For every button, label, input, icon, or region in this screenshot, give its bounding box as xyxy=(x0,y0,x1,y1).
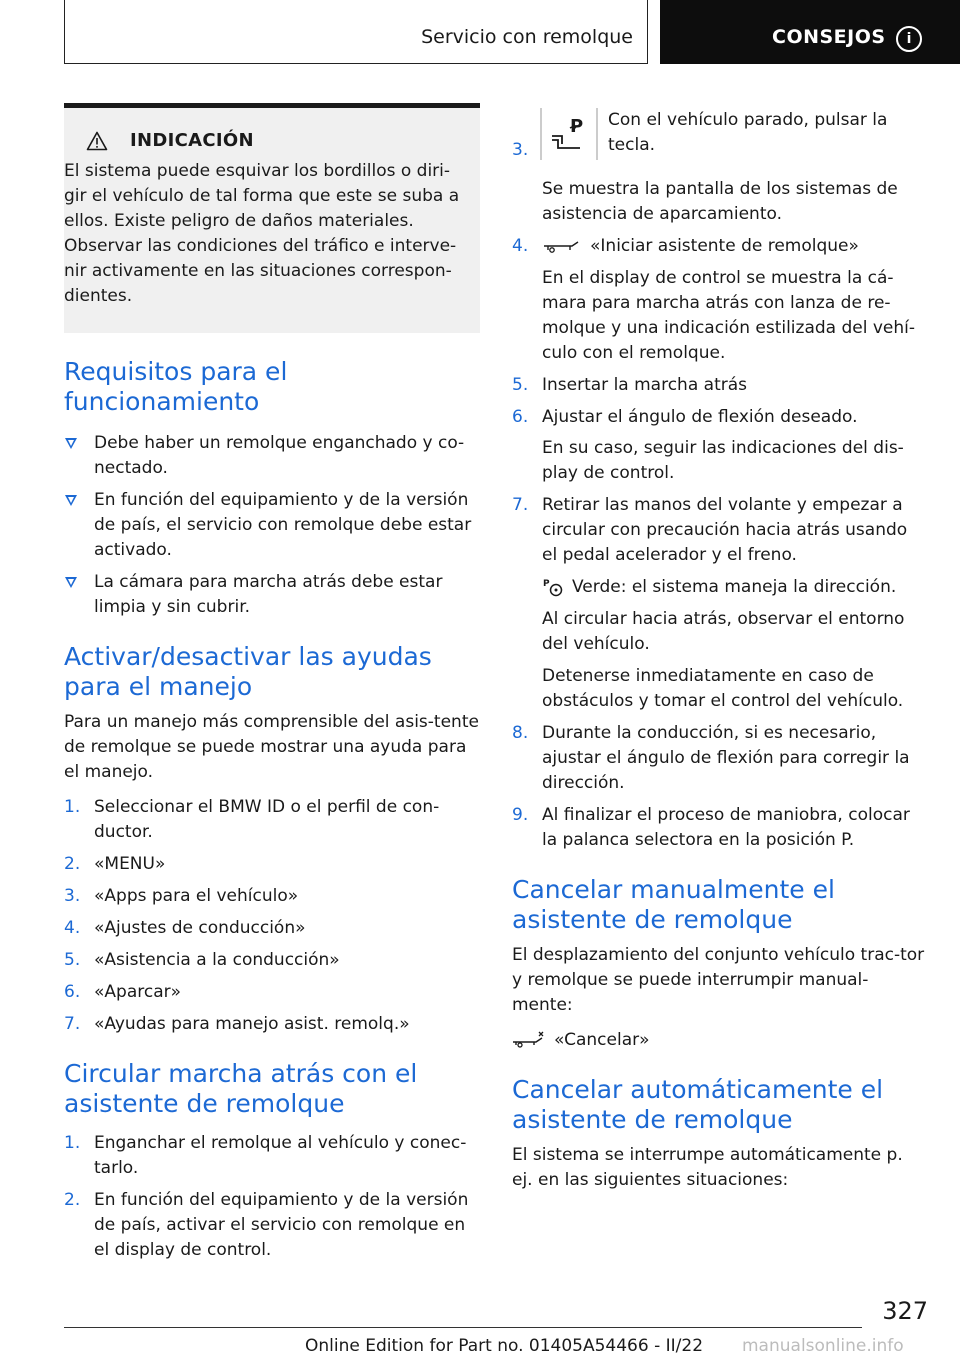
steering-active-icon xyxy=(542,577,564,597)
trailer-assistant-icon xyxy=(542,238,582,254)
list-item: 3. P Con el vehículo parado, pulsar la tecla. xyxy=(512,106,926,188)
svg-text:P: P xyxy=(570,116,584,137)
list-item: 6. «Aparcar» xyxy=(64,982,182,1002)
list-item: 7. Retirar las manos del volante y empezar a circular con precaución hacia atrás usando el pedal acelerador y el freno. xyxy=(512,495,908,565)
heading-cancelar-auto: Cancelar automáticamente el asistente de remolque xyxy=(512,1075,884,1134)
svg-text:P: P xyxy=(543,579,550,589)
circular-steps-right xyxy=(512,106,926,188)
heading-activar: Activar/desactivar las ayudas para el manejo xyxy=(64,642,432,701)
right-column xyxy=(512,106,926,1193)
warning-box xyxy=(64,103,480,333)
activar-steps xyxy=(64,795,480,1037)
heading-cancelar-manual: Cancelar manualmente el asistente de remolque xyxy=(512,875,835,934)
list-item: 5. «Asistencia a la conducción» xyxy=(64,950,340,970)
step7-sub-icon: P Verde: el sistema maneja la dirección. xyxy=(543,577,897,597)
trailer-cancel-icon xyxy=(512,1031,546,1049)
list-item: 5. Insertar la marcha atrás xyxy=(512,375,747,395)
header-chapter-tab xyxy=(660,0,960,64)
left-column xyxy=(64,103,480,1270)
list-item: 4. «Iniciar asistente de remolque» xyxy=(512,236,859,256)
requisitos-list xyxy=(64,431,480,620)
header-section-box xyxy=(64,0,648,64)
step6-sub: En su caso, seguir las indicaciones del dis-play de control. xyxy=(542,438,904,483)
step3-sub: Se muestra la pantalla de los sistemas de asistencia de aparcamiento. xyxy=(542,179,898,224)
list-item: Debe haber un remolque enganchado y co-nectado. xyxy=(64,431,480,481)
section-title: Servicio con remolque xyxy=(421,26,633,48)
step4-sub: En el display de control se muestra la cá-mara para marcha atrás con lanza de re-molque y una indicación estilizada del vehí-culo con el remolque. xyxy=(542,268,916,363)
circular-steps-right-4 xyxy=(512,493,926,568)
page-header xyxy=(0,0,960,66)
list-item: 7. «Ayudas para manejo asist. remolq.» xyxy=(64,1014,410,1034)
warning-text: El sistema puede esquivar los bordillos o diri-gir el vehículo de tal forma que este se suba a ellos. Existe peligro de daños materiales. Observar las condiciones del tráfico e interve-nir activamente en las situaciones correspon-dientes. xyxy=(64,161,460,306)
list-item: 2. «MENU» xyxy=(64,854,166,874)
step7-sub3: Detenerse inmediatamente en caso de obstáculos y tomar el control del vehículo. xyxy=(542,666,904,711)
heading-circular: Circular marcha atrás con el asistente de remolque xyxy=(64,1059,418,1118)
list-item: 6. Ajustar el ángulo de flexión deseado. xyxy=(512,407,858,427)
info-icon: i xyxy=(896,26,922,52)
edition-text: Online Edition for Part no. 01405A54466 - II/22 xyxy=(305,1336,704,1356)
list-item: 3. «Apps para el vehículo» xyxy=(64,886,299,906)
circular-steps-right-3 xyxy=(512,373,926,430)
warning-title: INDICACIÓN xyxy=(130,130,254,151)
list-item: 8. Durante la conducción, si es necesario, ajustar el ángulo de flexión para corregir la dirección. xyxy=(512,723,910,793)
circular-steps-right-5 xyxy=(512,721,926,853)
list-item: 2. En función del equipamiento y de la versión de país, activar el servicio con remolque en el display de control. xyxy=(64,1190,469,1260)
list-item: 9. Al finalizar el proceso de maniobra, colocar la palanca selectora en la posición P. xyxy=(512,805,910,850)
heading-requisitos: Requisitos para el funcionamiento xyxy=(64,357,288,416)
cancelar-auto-text: El sistema se interrumpe automáticamente p. ej. en las siguientes situaciones: xyxy=(512,1145,903,1190)
list-item: 1. Seleccionar el BMW ID o el perfil de con-ductor. xyxy=(64,797,440,842)
circular-steps-left xyxy=(64,1131,480,1263)
watermark: manualsonline.info xyxy=(742,1336,904,1356)
warning-triangle-icon xyxy=(86,131,108,151)
list-item: 1. Enganchar el remolque al vehículo y conec-tarlo. xyxy=(64,1133,467,1178)
chapter-title: CONSEJOS xyxy=(772,26,886,48)
list-item: 4. «Ajustes de conducción» xyxy=(64,918,306,938)
list-item: En función del equipamiento y de la versión de país, el servicio con remolque debe estar activado. xyxy=(64,488,480,563)
parking-assistant-button-icon xyxy=(540,106,598,162)
list-item: La cámara para marcha atrás debe estar limpia y sin cubrir. xyxy=(64,570,480,620)
circular-steps-right-2 xyxy=(512,234,926,259)
cancelar-manual-text: El desplazamiento del conjunto vehículo trac-tor y remolque se puede interrumpir manual-mente: xyxy=(512,945,925,1015)
page-number: 327 xyxy=(882,1297,928,1325)
cancelar-manual-item: «Cancelar» xyxy=(512,1028,926,1053)
activar-intro: Para un manejo más comprensible del asis-tente de remolque se puede mostrar una ayuda para el manejo. xyxy=(64,712,479,782)
footer-divider xyxy=(64,1327,862,1328)
step7-sub2: Al circular hacia atrás, observar el entorno del vehículo. xyxy=(542,609,905,654)
